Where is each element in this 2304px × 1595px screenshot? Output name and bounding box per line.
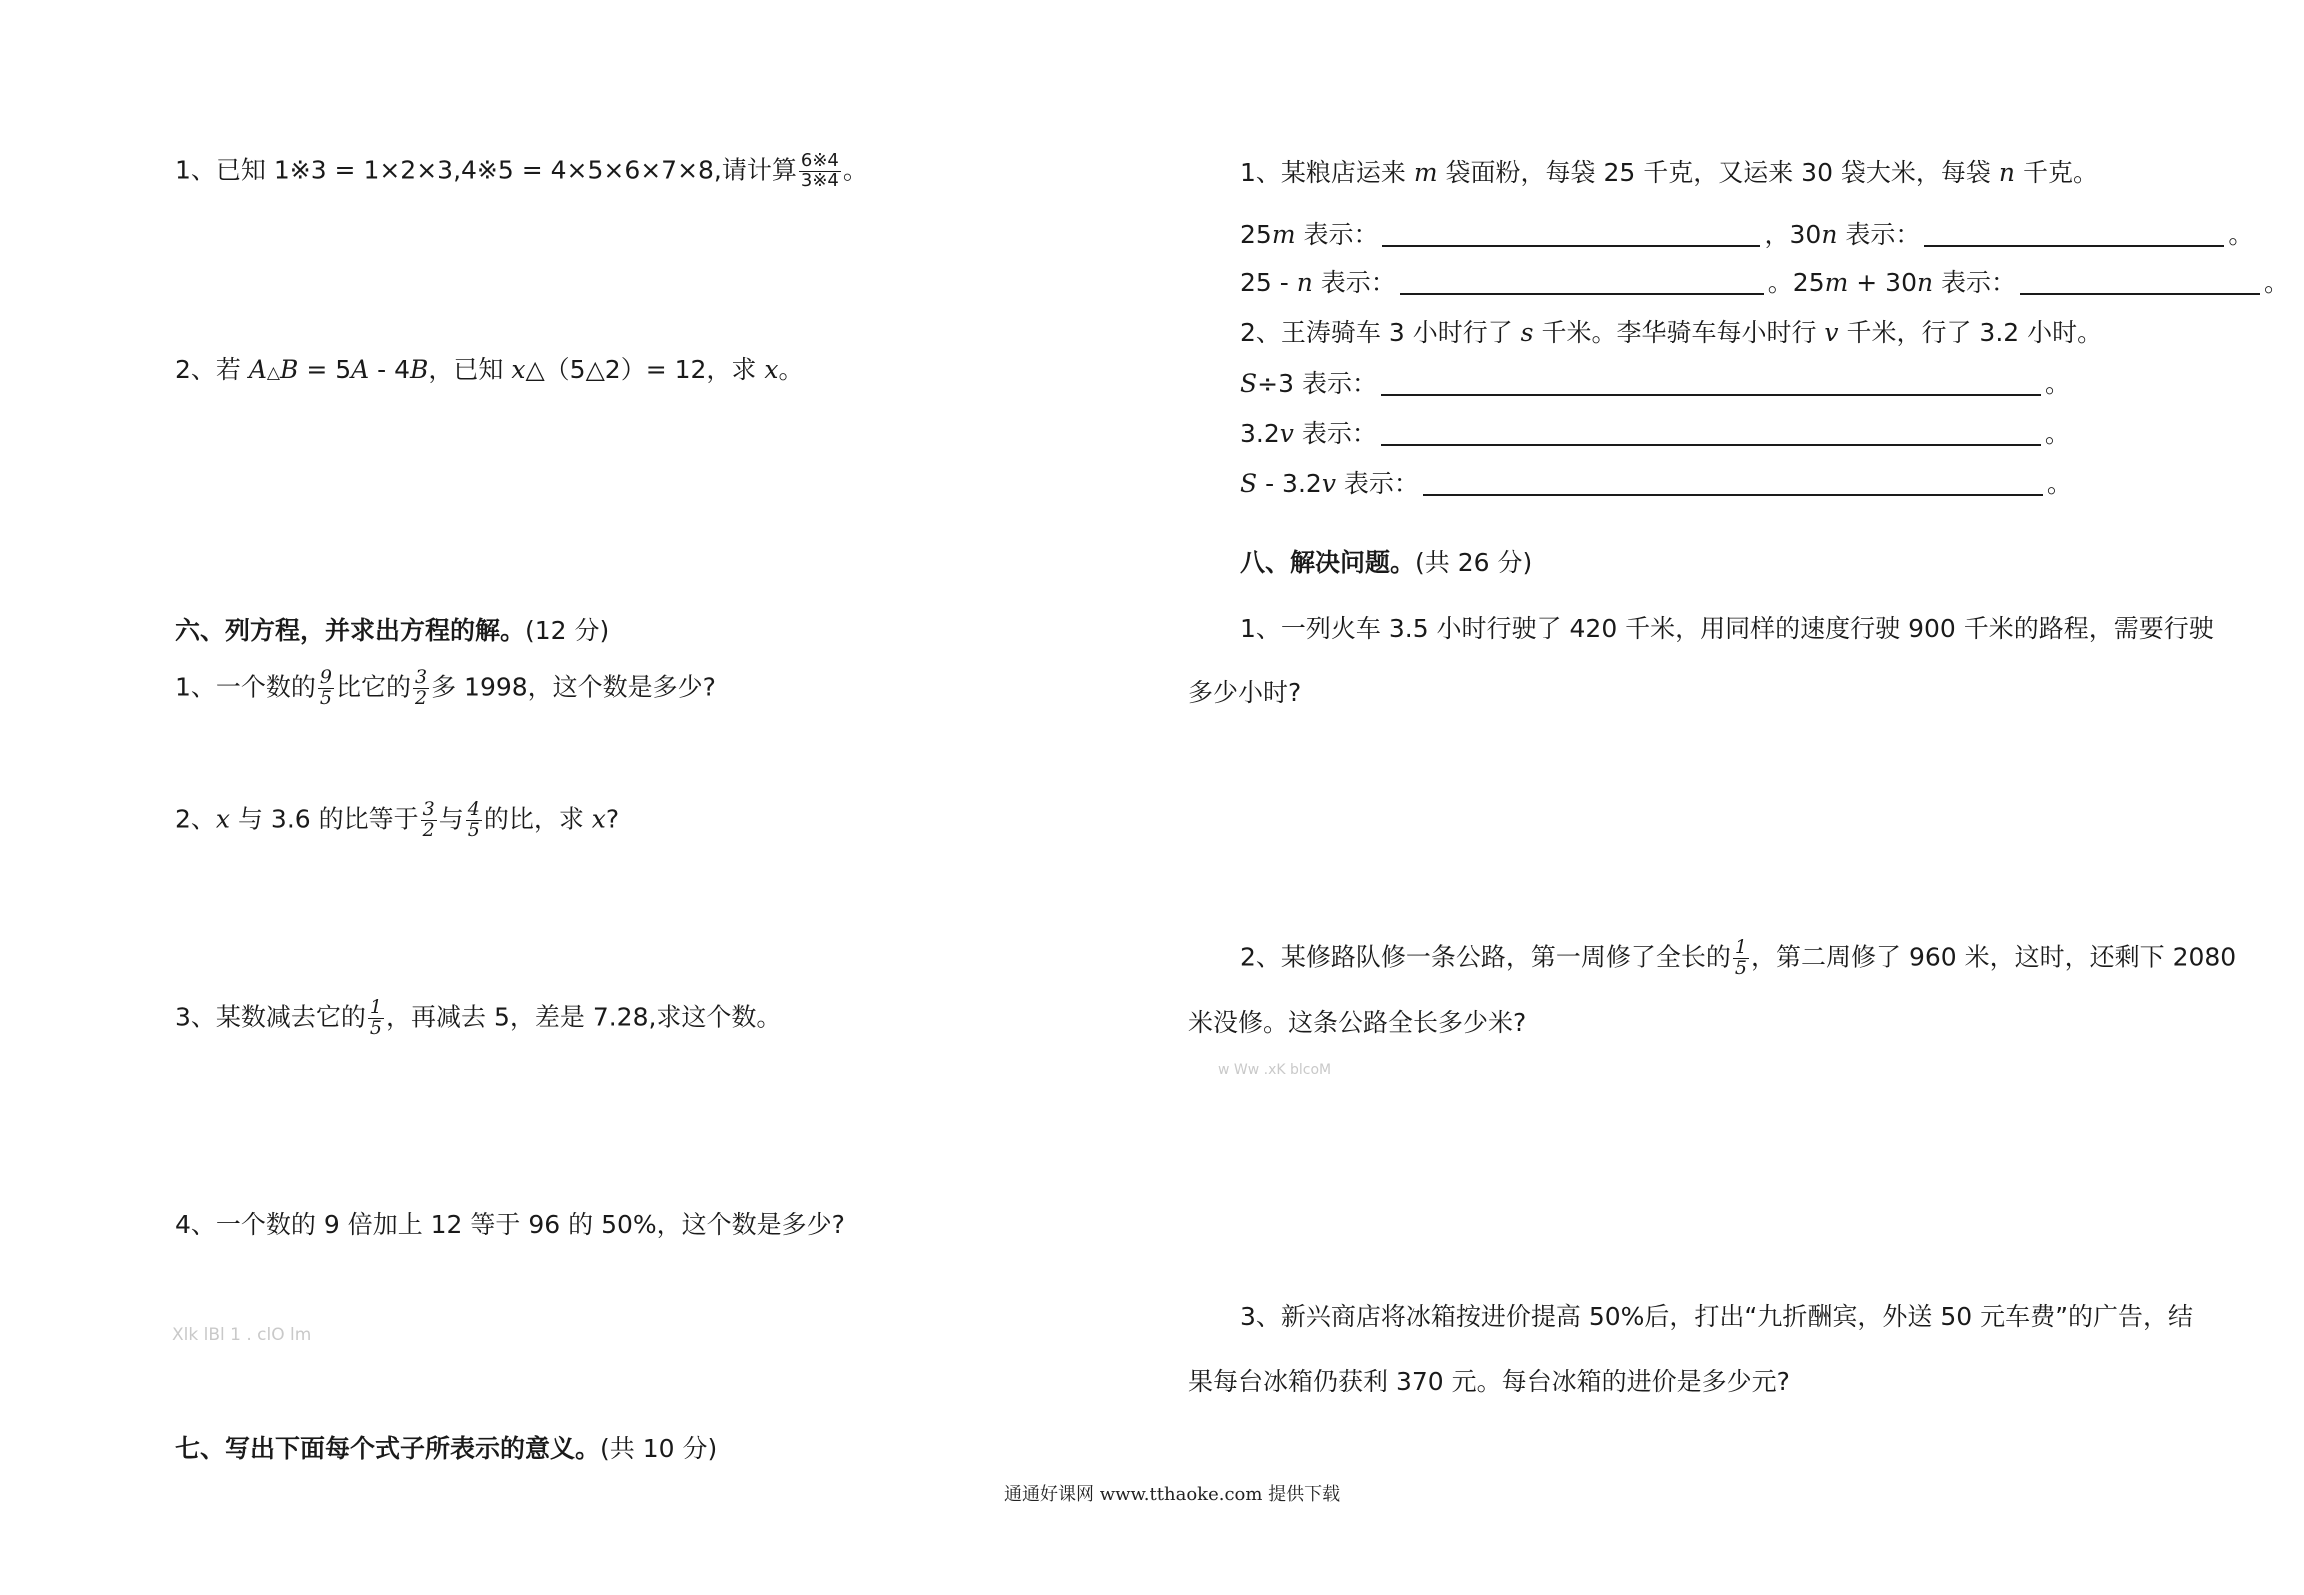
answer-blank[interactable] [1423, 470, 2043, 496]
question-8-2-line1: 2、某修路队修一条公路，第一周修了全长的 $\frac{1}{5}$ ，第二周修了 960 米，这时，还剩下 2080 [1240, 936, 2237, 979]
question-8-3-line1: 3、新兴商店将冰箱按进价提高 50%后，打出“九折酬宾，外送 50 元车费”的广告，结 [1240, 1302, 2194, 1331]
fraction: $\frac{3}{2}$ [422, 798, 435, 841]
question-8-2-line2: 米没修。这条公路全长多少米? [1188, 1008, 1527, 1037]
question-5-2: 2、若 A△B = 5A - 4B，已知 x△（5△2）= 12，求 x。 [175, 355, 804, 384]
question-7-1: 1、某粮店运来 m 袋面粉，每袋 25 千克，又运来 30 袋大米，每袋 n 千克。 [1240, 158, 2098, 187]
question-6-2: 2、x 与 3.6 的比等于 $\frac{3}{2}$ 与 $\frac{4}{5}$ 的比，求 x? [175, 798, 620, 841]
answer-blank[interactable] [1382, 221, 1760, 247]
fraction: $\frac{4}{5}$ [467, 798, 480, 841]
footer-source: 通通好课网 www.tthaoke.com 提供下载 [1004, 1484, 1341, 1505]
answer-blank[interactable] [1381, 420, 2041, 446]
fill-line-4: 3.2v 表示： 。 [1240, 419, 2070, 448]
answer-blank[interactable] [1381, 370, 2041, 396]
fraction: $\frac{1}{5}$ [369, 996, 383, 1039]
fraction: $\frac{9}{5}$ [319, 666, 332, 709]
answer-blank[interactable] [2020, 269, 2260, 295]
fraction: $\frac{3}{2}$ [415, 666, 428, 709]
question-8-1-line2: 多少小时? [1188, 678, 1302, 707]
fill-line-3: S÷3 表示： 。 [1240, 369, 2070, 398]
section-6-heading: 六、列方程，并求出方程的解。(12 分) [175, 616, 610, 645]
fill-line-2: 25 - n 表示： 。25m + 30n 表示： 。 [1240, 268, 2290, 297]
watermark-text: Xlk lBl 1 . clO lm [172, 1325, 312, 1345]
answer-blank[interactable] [1924, 221, 2224, 247]
question-6-3: 3、某数减去它的 $\frac{1}{5}$ ，再减去 5，差是 7.28,求这个数。 [175, 996, 782, 1039]
question-7-2: 2、王涛骑车 3 小时行了 s 千米。李华骑车每小时行 v 千米，行了 3.2 小时。 [1240, 318, 2103, 347]
answer-blank[interactable] [1400, 269, 1764, 295]
fraction: $\frac{1}{5}$ [1734, 936, 1748, 979]
question-6-4: 4、一个数的 9 倍加上 12 等于 96 的 50%，这个数是多少? [175, 1210, 845, 1239]
question-5-1: 1、已知 1※3 = 1×2×3,4※5 = 4×5×6×7×8,请计算 $\frac{6※4}{3※4}$ 。 [175, 150, 868, 191]
question-8-1-line1: 1、一列火车 3.5 小时行驶了 420 千米，用同样的速度行驶 900 千米的路程，需要行驶 [1240, 614, 2214, 643]
fill-line-1: 25m 表示： ，30n 表示： 。 [1240, 220, 2254, 249]
section-8-heading: 八、解决问题。(共 26 分) [1240, 548, 1533, 577]
section-7-heading: 七、写出下面每个式子所表示的意义。(共 10 分) [175, 1434, 718, 1463]
fill-line-5: S - 3.2v 表示： 。 [1240, 469, 2072, 498]
watermark-text: w Ww .xK blcoM [1218, 1062, 1332, 1078]
fraction: $\frac{6※4}{3※4}$ [800, 150, 839, 191]
question-6-1: 1、一个数的 $\frac{9}{5}$ 比它的 $\frac{3}{2}$ 多 1998，这个数是多少? [175, 666, 716, 709]
question-8-3-line2: 果每台冰箱仍获利 370 元。每台冰箱的进价是多少元? [1188, 1367, 1790, 1396]
